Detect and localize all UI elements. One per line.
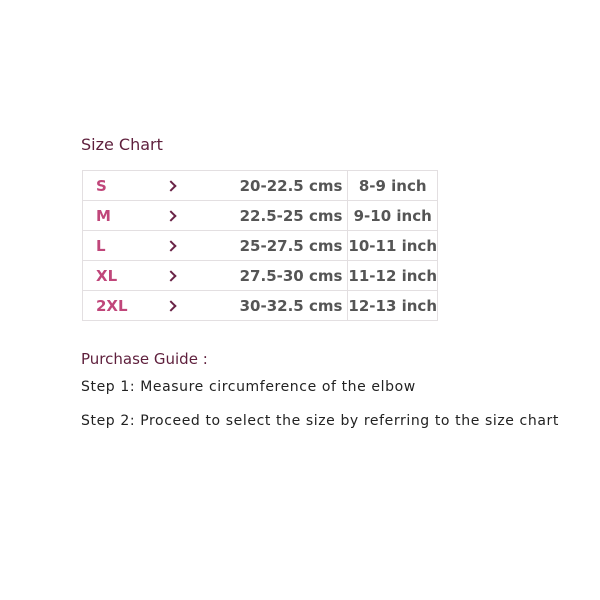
size-label: S <box>83 171 162 201</box>
purchase-step-1: Step 1: Measure circumference of the elbow <box>81 379 416 395</box>
size-cms: 22.5-25 cms <box>220 201 348 231</box>
size-cms: 30-32.5 cms <box>220 291 348 321</box>
size-chart-title: Size Chart <box>81 135 163 154</box>
table-row <box>83 261 438 291</box>
size-label: L <box>83 231 162 261</box>
size-inch: 8-9 inch <box>348 171 438 201</box>
size-cms: 27.5-30 cms <box>220 261 348 291</box>
size-cms: 20-22.5 cms <box>220 171 348 201</box>
size-chart-table <box>82 170 438 321</box>
chevron-right-icon <box>166 180 177 191</box>
size-label: XL <box>83 261 162 291</box>
purchase-guide-title: Purchase Guide : <box>81 350 208 368</box>
chevron-right-icon <box>166 240 177 251</box>
size-label: M <box>83 201 162 231</box>
purchase-step-2: Step 2: Proceed to select the size by referring to the size chart <box>81 413 559 429</box>
table-row <box>83 291 438 321</box>
size-inch: 10-11 inch <box>348 231 438 261</box>
size-label: 2XL <box>96 296 128 315</box>
chevron-right-icon <box>166 270 177 281</box>
chevron-right-icon <box>166 300 177 311</box>
table-row <box>83 171 438 201</box>
size-cms: 25-27.5 cms <box>220 231 348 261</box>
table-row <box>83 231 438 261</box>
size-inch: 9-10 inch <box>348 201 438 231</box>
size-inch: 12-13 inch <box>348 296 437 315</box>
chevron-right-icon <box>166 210 177 221</box>
size-inch: 11-12 inch <box>348 261 438 291</box>
table-row <box>83 201 438 231</box>
